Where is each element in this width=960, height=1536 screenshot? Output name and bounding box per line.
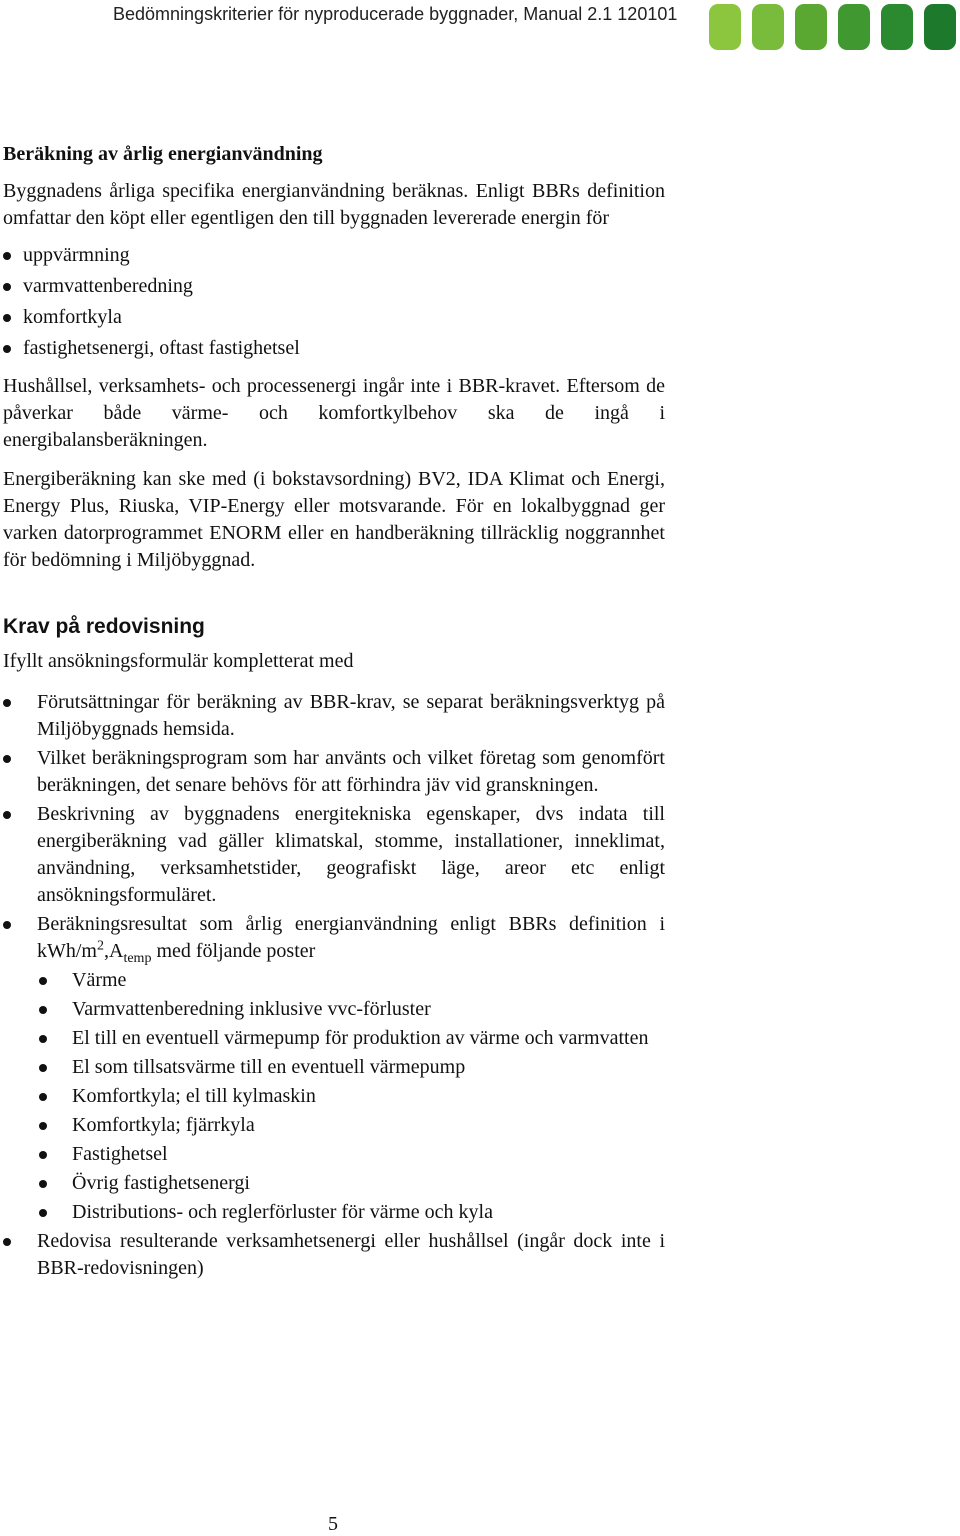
list-item: varmvattenberedning [3,271,665,302]
paragraph: Energiberäkning kan ske med (i bokstavsordning) BV2, IDA Klimat och Energi, Energy Plus, Riuska, VIP-Energy eller motsvarande. För en lokalbyggnad ger varken datorprogrammet ENORM eller en handberäkning tillräcklig noggrannhet för bedömning i Miljöbyggnad. [3,468,665,571]
page-number: 5 [328,1513,338,1535]
document-body [3,140,665,1282]
list-item: Förutsättningar för beräkning av BBR-krav, se separat beräkningsverktyg på Miljöbyggnads hemsida. [3,689,665,743]
section-heading: Krav på redovisning [3,615,205,638]
list-item-text: ,A [104,940,124,962]
paragraph: Hushållsel, verksamhets- och processenergi ingår inte i BBR-kravet. Eftersom de påverkar både värme- och komfortkylbehov ska de ingå i energibalansberäkningen. [3,375,665,451]
sub-list-item: El till en eventuell värmepump för produktion av värme och varmvatten [37,1025,665,1052]
list-item-text: Beräkningsresultat som årlig energianvändning enligt BBRs definition i kWh/m [37,913,665,962]
section-title: Beräkning av årlig energianvändning [3,143,323,165]
logo-block [924,4,956,50]
running-header: Bedömningskriterier för nyproducerade byggnader, Manual 2.1 120101 [113,4,678,24]
sub-list-item: Fastighetsel [37,1141,665,1168]
logo-block [881,4,913,50]
sub-list-item: El som tillsatsvärme till en eventuell värmepump [37,1054,665,1081]
requirements-list [3,689,665,1282]
list-item [3,911,665,1226]
superscript: 2 [97,938,104,954]
list-item: uppvärmning [3,240,665,271]
logo-block [709,4,741,50]
list-item-text: med följande poster [151,940,316,962]
energy-list [3,240,665,364]
sub-list-item: Komfortkyla; el till kylmaskin [37,1083,665,1110]
sub-list-item: Komfortkyla; fjärrkyla [37,1112,665,1139]
logo-block [838,4,870,50]
sub-list-item: Övrig fastighetsenergi [37,1170,665,1197]
logo [709,4,957,50]
subscript: temp [123,951,152,966]
list-item: Redovisa resulterande verksamhetsenergi eller hushållsel (ingår dock inte i BBR-redovisningen) [3,1228,665,1282]
logo-block [752,4,784,50]
sub-list-item: Värme [37,967,665,994]
logo-block [795,4,827,50]
sub-list [37,967,665,1226]
intro-paragraph: Ifyllt ansökningsformulär kompletterat med [3,650,354,672]
list-item: Beskrivning av byggnadens energitekniska egenskaper, dvs indata till energiberäkning vad gäller klimatskal, stomme, installationer, inneklimat, användning, verksamhetstider, geografiskt läge, areor etc enligt ansökningsformuläret. [3,801,665,909]
intro-paragraph: Byggnadens årliga specifika energianvändning beräknas. Enligt BBRs definition omfattar den köpt eller egentligen den till byggnaden levererade energin för [3,180,665,229]
list-item: fastighetsenergi, oftast fastighetsel [3,333,665,364]
list-item: komfortkyla [3,302,665,333]
sub-list-item: Distributions- och reglerförluster för värme och kyla [37,1199,665,1226]
list-item: Vilket beräkningsprogram som har använts och vilket företag som genomfört beräkningen, det senare behövs för att förhindra jäv vid granskningen. [3,745,665,799]
sub-list-item: Varmvattenberedning inklusive vvc-förluster [37,996,665,1023]
